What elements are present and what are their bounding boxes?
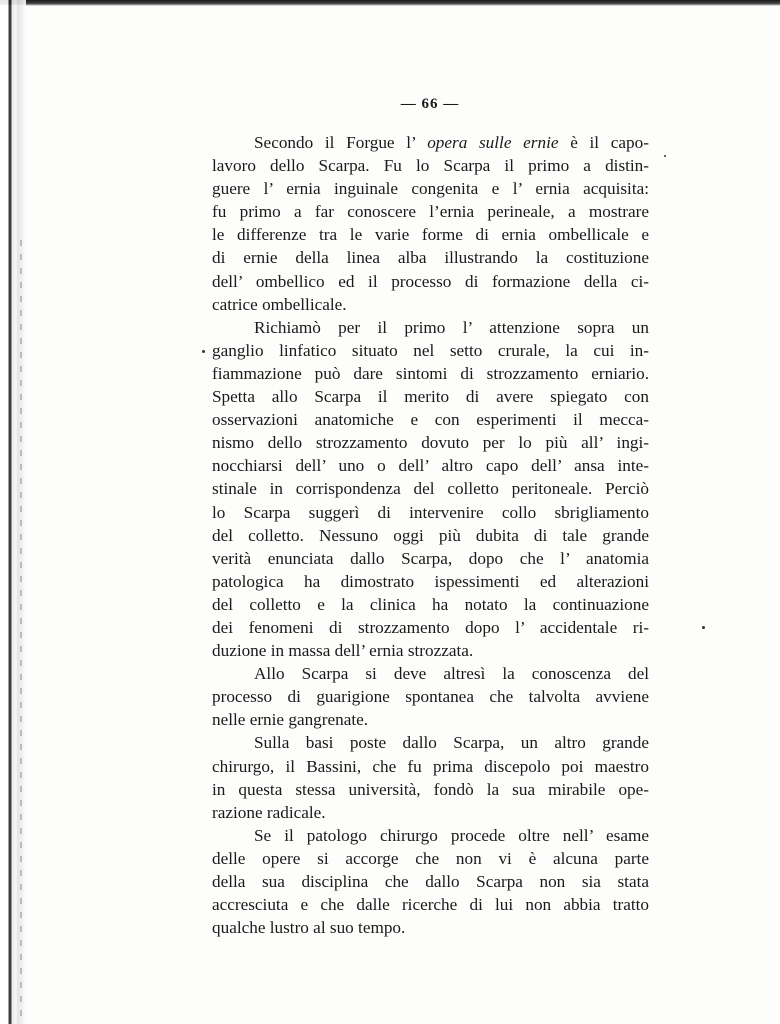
text-line: della sua disciplina che dallo Scarpa non sia stata xyxy=(212,872,649,891)
text-line: nocchiarsi dell’ uno o dell’ altro capo dell’ ansa inte- xyxy=(212,456,649,476)
text-line: nismo dello strozzamento dovuto per lo più all’ ingi- xyxy=(212,433,649,453)
text-line: patologica ha dimostrato ispessimenti ed alterazioni xyxy=(212,571,649,591)
text-line: processo di guarigione spontanea che talvolta avviene xyxy=(212,687,649,707)
text-line: Allo Scarpa si deve altresì la conoscenza del xyxy=(254,664,649,684)
text-line xyxy=(212,131,649,154)
italic-title: opera sulle ernie xyxy=(427,133,559,152)
body-text xyxy=(212,131,649,939)
text-line: guere l’ ernia inguinale congenita e l’ ernia acquisita: xyxy=(212,179,649,199)
text-line-part: Secondo il Forgue l’ xyxy=(254,133,428,152)
text-line: Sulla basi poste dallo Scarpa, un altro grande xyxy=(254,733,649,753)
text-line: di ernie della linea alba illustrando la costituzione xyxy=(212,248,649,268)
text-line: Richiamò per il primo l’ attenzione sopra un xyxy=(254,317,649,337)
text-line: delle opere si accorge che non vi è alcuna parte xyxy=(212,848,649,868)
text-line-part: è il capo- xyxy=(558,133,649,152)
text-line: chirurgo, il Bassini, che fu prima discepolo poi maestro xyxy=(212,756,649,776)
text-line: nelle ernie gangrenate. xyxy=(212,710,369,730)
text-line: verità enunciata dallo Scarpa, dopo che l’ anatomia xyxy=(212,548,649,568)
text-line: lo Scarpa suggerì di intervenire collo sbrigliamento xyxy=(212,502,649,522)
text-line: Spetta allo Scarpa il merito di avere spiegato con xyxy=(212,387,649,407)
text-line: accresciuta e che dalle ricerche di lui non abbia tratto xyxy=(212,895,649,915)
text-line: dell’ ombellico ed il processo di formazione della ci- xyxy=(212,271,649,291)
text-line: in questa stessa università, fondò la sua mirabile ope- xyxy=(212,779,649,799)
text-line: stinale in corrispondenza del colletto peritoneale. Perciò xyxy=(212,479,649,499)
text-line: ganglio linfatico situato nel setto crurale, la cui in- xyxy=(212,340,649,360)
text-line: osservazioni anatomiche e con esperimenti il mecca- xyxy=(212,410,649,430)
page-number: — 66 — xyxy=(400,96,460,112)
text-line: dei fenomeni di strozzamento dopo l’ accidentale ri- xyxy=(212,617,649,637)
scan-speck xyxy=(702,626,705,629)
text-line: duzione in massa dell’ ernia strozzata. xyxy=(212,641,474,661)
text-line: del colletto e la clinica ha notato la continuazione xyxy=(212,594,649,614)
text-line: del colletto. Nessuno oggi più dubita di tale grande xyxy=(212,525,649,545)
scan-binding-edge xyxy=(0,0,26,1024)
scan-speck xyxy=(664,155,666,157)
text-line: lavoro dello Scarpa. Fu lo Scarpa il primo a distin- xyxy=(212,156,649,176)
scan-binding-shadow xyxy=(20,240,22,1020)
text-line: le differenze tra le varie forme di ernia ombellicale e xyxy=(212,225,649,245)
scan-top-edge xyxy=(0,0,780,6)
text-line: Se il patologo chirurgo procede oltre nell’ esame xyxy=(254,825,649,845)
text-line: fu primo a far conoscere l’ernia perineale, a mostrare xyxy=(212,202,649,222)
text-line: catrice ombellicale. xyxy=(212,294,347,314)
text-line: qualche lustro al suo tempo. xyxy=(212,918,406,938)
scan-speck xyxy=(202,350,205,353)
text-line: razione radicale. xyxy=(212,802,326,822)
text-line: fiammazione può dare sintomi di strozzamento erniario. xyxy=(212,363,649,383)
